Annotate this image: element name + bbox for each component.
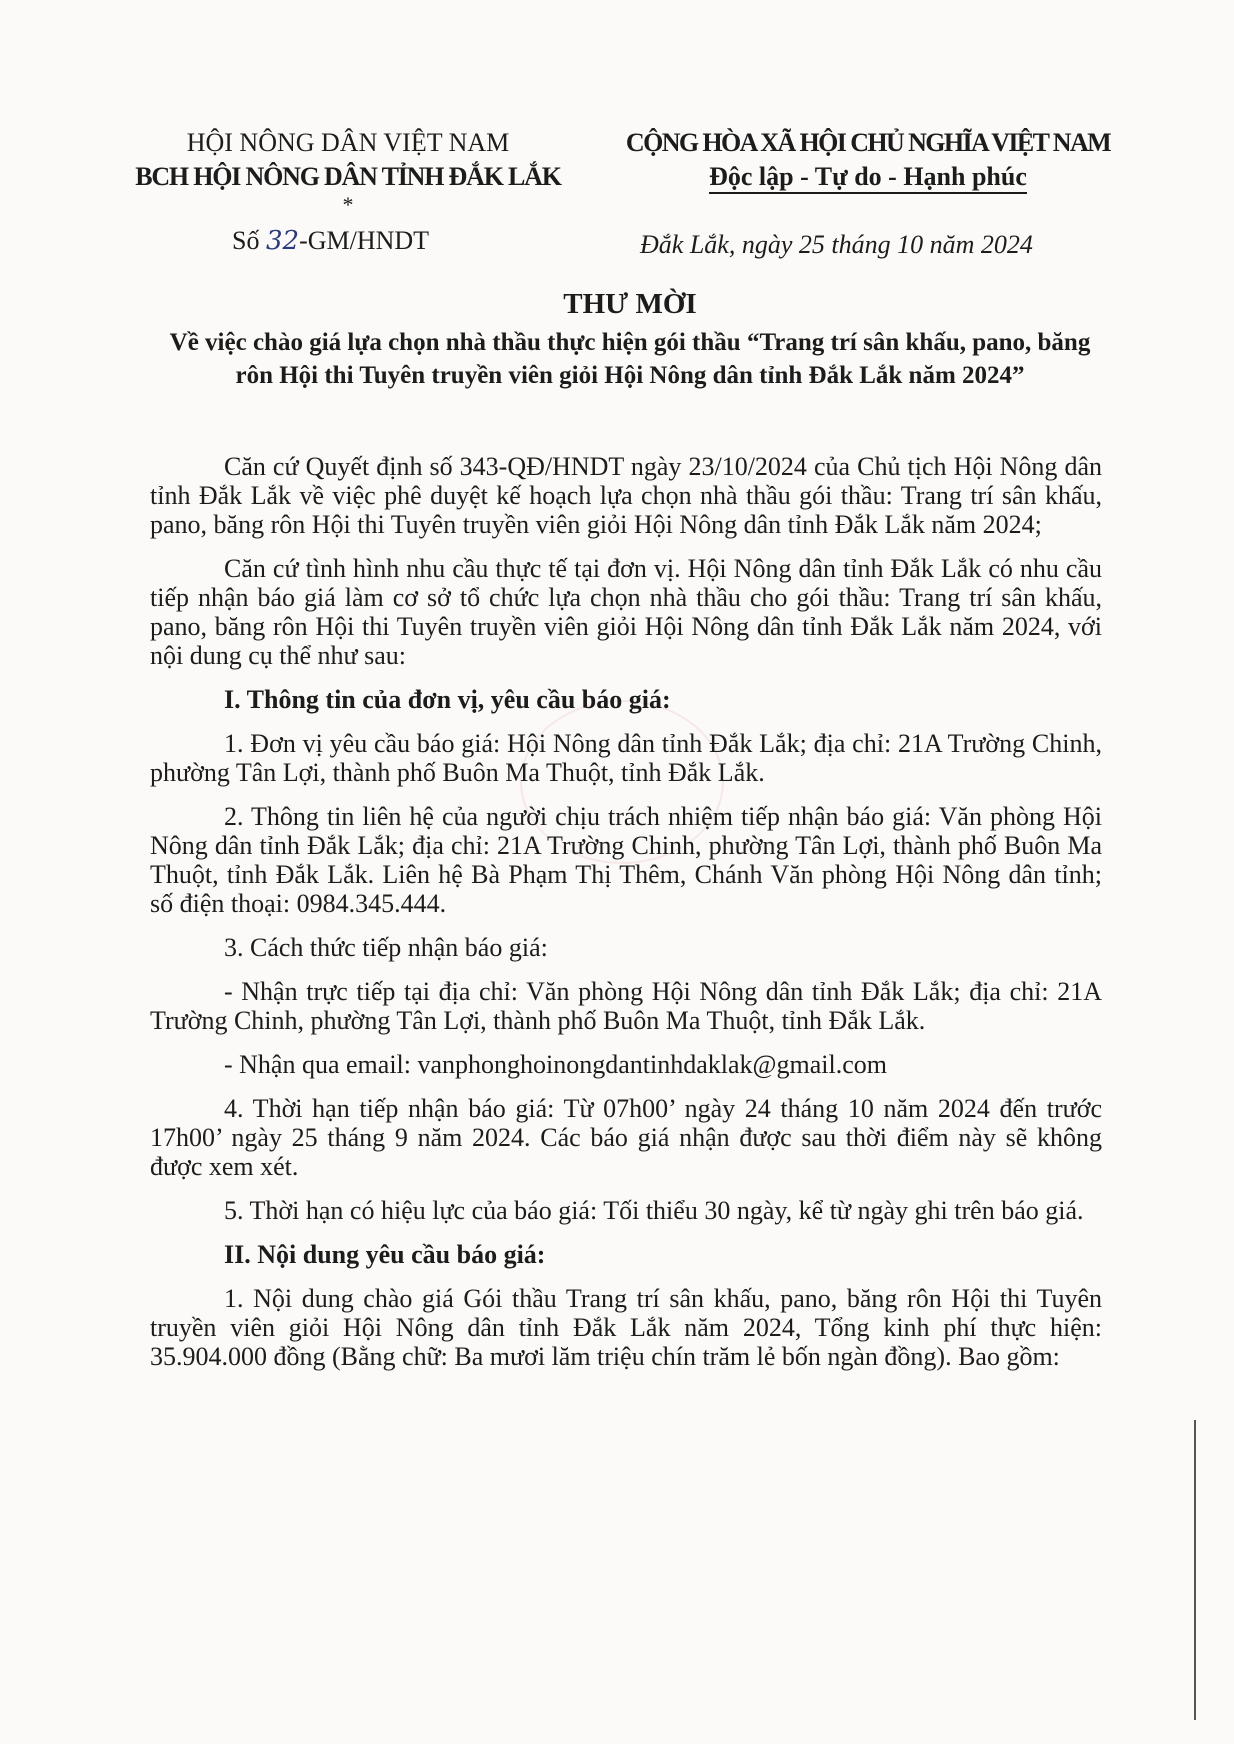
list-item: 1. Nội dung chào giá Gói thầu Trang trí sân khấu, pano, băng rôn Hội thi Tuyên truyền viên giỏi Hội Nông dân tỉnh Đắk Lắk năm 2024, Tổng kinh phí thực hiện: 35.904.000 đồng (Bằng chữ: Ba mươi lăm triệu chín trăm lẻ bốn ngàn đồng). Bao gồm: [150, 1284, 1102, 1371]
section-heading-2: II. Nội dung yêu cầu báo giá: [224, 1240, 546, 1269]
document-subtitle: Về việc chào giá lựa chọn nhà thầu thực hiện gói thầu “Trang trí sân khấu, pano, băng rôn Hội thi Tuyên truyền viên giỏi Hội Nông dân tỉnh Đắk Lắk năm 2024” [169, 329, 1091, 389]
document-number-value: 32 [265, 226, 300, 256]
organization-unit: BCH HỘI NÔNG DÂN TỈNH ĐẮK LẮK [135, 162, 561, 191]
document-body [150, 452, 1102, 1386]
issuing-organization [128, 126, 568, 216]
email-line: - Nhận qua email: vanphonghoinongdantinhdaklak@gmail.com [224, 1050, 887, 1079]
national-heading [588, 126, 1148, 194]
list-item: 4. Thời hạn tiếp nhận báo giá: Từ 07h00’ ngày 24 tháng 10 năm 2024 đến trước 17h00’ ngày 25 tháng 9 năm 2024. Các báo giá nhận được sau thời điểm này sẽ không được xem xét. [150, 1094, 1102, 1181]
list-item: - Nhận trực tiếp tại địa chỉ: Văn phòng Hội Nông dân tỉnh Đắk Lắk; địa chỉ: 21A Trường Chinh, phường Tân Lợi, thành phố Buôn Ma Thuột, tỉnh Đắk Lắk. [150, 977, 1102, 1035]
list-item: 1. Đơn vị yêu cầu báo giá: Hội Nông dân tỉnh Đắk Lắk; địa chỉ: 21A Trường Chinh, phường Tân Lợi, thành phố Buôn Ma Thuột, tỉnh Đắk Lắk. [150, 729, 1102, 787]
document-number-suffix: -GM/HNDT [299, 226, 430, 255]
paragraph-legal-basis: Căn cứ Quyết định số 343-QĐ/HNDT ngày 23/10/2024 của Chủ tịch Hội Nông dân tỉnh Đắk Lắk về việc phê duyệt kế hoạch lựa chọn nhà thầu gói thầu: Trang trí sân khấu, pano, băng rôn Hội thi Tuyên truyền viên giỏi Hội Nông dân tỉnh Đắk Lắk năm 2024; [150, 452, 1102, 539]
document-date: Đắk Lắk, ngày 25 tháng 10 năm 2024 [640, 230, 1033, 259]
list-item: 3. Cách thức tiếp nhận báo giá: [224, 933, 548, 962]
list-item: 2. Thông tin liên hệ của người chịu trách nhiệm tiếp nhận báo giá: Văn phòng Hội Nông dân tỉnh Đắk Lắk; địa chỉ: 21A Trường Chinh, phường Tân Lợi, thành phố Buôn Ma Thuột, tỉnh Đắk Lắk. Liên hệ Bà Phạm Thị Thêm, Chánh Văn phòng Hội Nông dân tỉnh; số điện thoại: 0984.345.444. [150, 802, 1102, 918]
parent-organization: HỘI NÔNG DÂN VIỆT NAM [186, 128, 510, 157]
section-heading-1: I. Thông tin của đơn vị, yêu cầu báo giá: [224, 685, 671, 714]
document-number-prefix: Số [232, 226, 260, 255]
nation-name: CỘNG HÒA XÃ HỘI CHỦ NGHĨA VIỆT NAM [625, 128, 1111, 157]
list-item: 5. Thời hạn có hiệu lực của báo giá: Tối thiểu 30 ngày, kể từ ngày ghi trên báo giá. [224, 1196, 1084, 1225]
national-motto: Độc lập - Tự do - Hạnh phúc [709, 162, 1027, 194]
paragraph-need: Căn cứ tình hình nhu cầu thực tế tại đơn vị. Hội Nông dân tỉnh Đắk Lắk có nhu cầu tiếp nhận báo giá làm cơ sở tổ chức lựa chọn nhà thầu cho gói thầu: Trang trí sân khấu, pano, băng rôn Hội thi Tuyên truyền viên giỏi Hội Nông dân tỉnh Đắk Lắk năm 2024, với nội dung cụ thể như sau: [150, 554, 1102, 670]
document-number [232, 226, 429, 256]
star-mark: * [342, 192, 354, 217]
document-title: THƯ MỜI [563, 288, 697, 320]
scan-edge-line [1194, 1420, 1196, 1720]
